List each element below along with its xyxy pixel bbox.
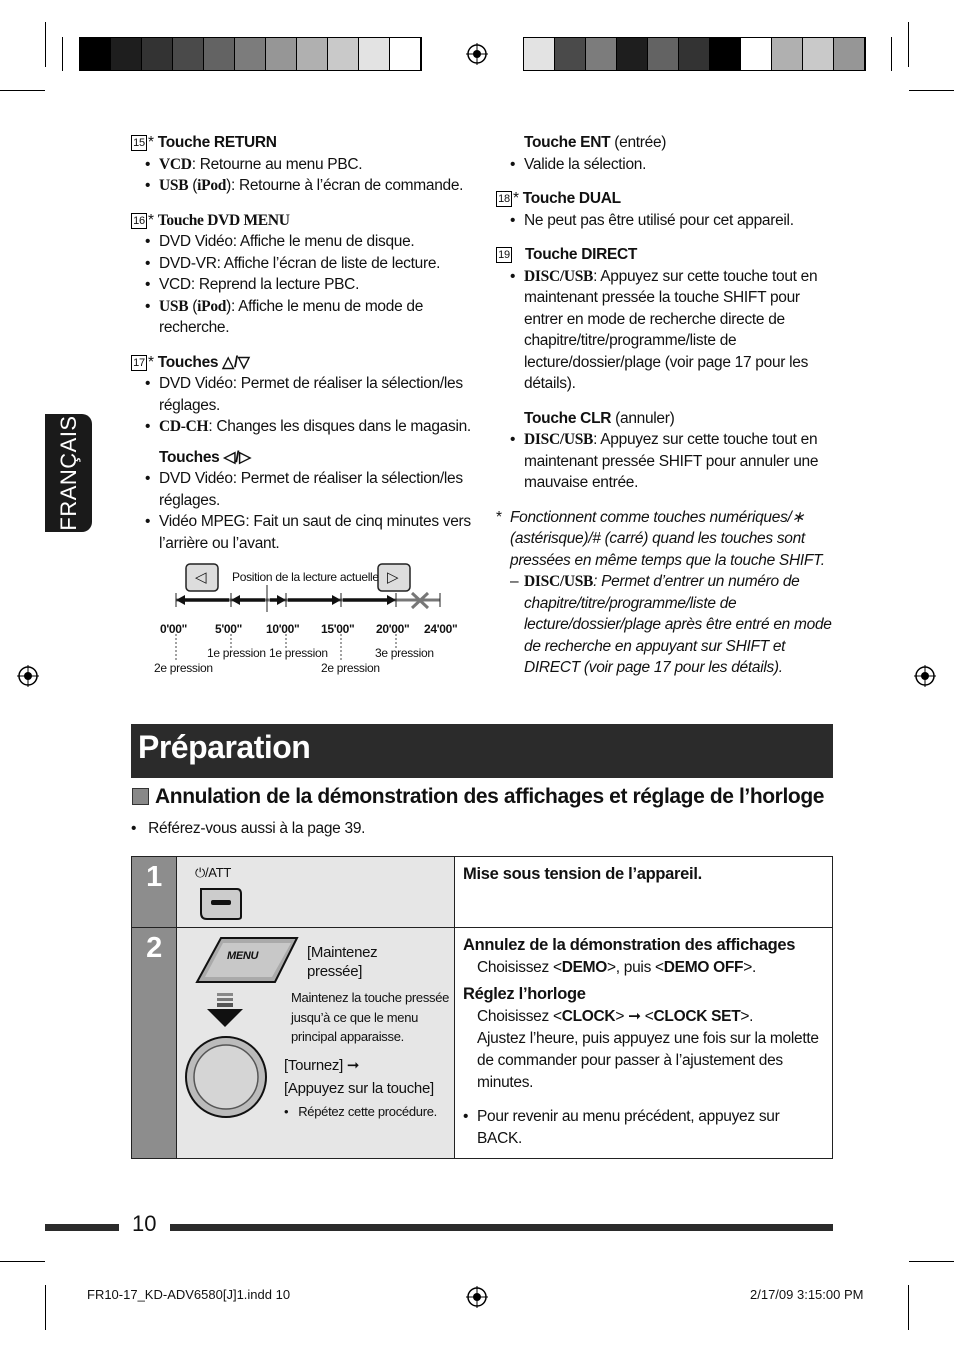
list-item: • Valide la sélection. bbox=[510, 154, 832, 176]
repeat-note: • Répétez cette procédure. bbox=[284, 1104, 437, 1119]
color-swatch bbox=[328, 38, 359, 70]
chapter-title: Préparation bbox=[138, 729, 311, 765]
turn-label: [Tournez] ➞ bbox=[284, 1057, 360, 1074]
color-swatch bbox=[772, 38, 803, 70]
color-bar-right bbox=[523, 37, 866, 71]
list-item: • DVD Vidéo: Permet de réaliser la sélection/les réglages. bbox=[145, 468, 476, 511]
crop-mark bbox=[891, 37, 892, 71]
touches-lr-header: Touches ◁/▷ bbox=[159, 448, 251, 466]
tick-label: 0'00" bbox=[160, 622, 188, 636]
section-title: Annulation de la démonstration des affichages et réglage de l’horloge bbox=[132, 785, 824, 809]
menu-label: MENU bbox=[227, 950, 259, 962]
adjust-instruction: Ajustez l’heure, puis appuyez une fois sur la molette de commander pour passer à l’ajustement des minutes. bbox=[477, 1030, 819, 1091]
registration-mark-icon bbox=[466, 43, 488, 65]
hold-label: [Maintenez pressée] bbox=[307, 944, 378, 980]
press-label: 2e pression bbox=[321, 661, 380, 675]
registration-mark-icon bbox=[466, 1286, 488, 1308]
footer-rule bbox=[45, 1224, 119, 1231]
demo-instruction: Choisissez <DEMO>, puis <DEMO OFF>. bbox=[477, 959, 756, 976]
press-label: 2e pression bbox=[154, 661, 213, 675]
color-swatch bbox=[741, 38, 772, 70]
color-swatch bbox=[524, 38, 555, 70]
timeline-label: Position de la lecture actuelle bbox=[232, 570, 379, 584]
footer-rule bbox=[170, 1224, 833, 1231]
chapter-banner bbox=[131, 724, 833, 778]
color-swatch bbox=[390, 38, 421, 70]
step-heading: Annulez de la démonstration des affichages bbox=[463, 936, 796, 954]
footnote: * Fonctionnent comme touches numériques/∗ (astérisque)/# (carré) quand les touches sont pressées en même temps que la touche SHIFT. – DISC/USB: Permet d’entrer un numéro de chapitre/titre/programme/liste de lecture/dossier/plage après être entré en mode de recherche en appuyant sur SHIFT et DIRECT (voir page 17 pour les détails). bbox=[496, 508, 832, 676]
color-swatch bbox=[204, 38, 235, 70]
tick-label: 20'00" bbox=[376, 622, 410, 636]
control-dial-icon bbox=[183, 1034, 269, 1120]
press-label: [Appuyez sur la touche] bbox=[284, 1080, 434, 1097]
crop-mark bbox=[909, 90, 954, 91]
tick-label: 5'00" bbox=[215, 622, 243, 636]
list-item: • USB (iPod): Retourne à l’écran de commande. bbox=[145, 175, 476, 197]
color-swatch bbox=[297, 38, 328, 70]
press-label: 1e pression bbox=[207, 646, 266, 660]
color-bar-left bbox=[79, 37, 422, 71]
section-19-header: 19 Touche DIRECT bbox=[496, 244, 832, 266]
list-item: • Pour revenir au menu précédent, appuyez sur BACK. bbox=[463, 1108, 780, 1147]
right-column bbox=[496, 132, 832, 679]
step-row bbox=[132, 857, 833, 928]
tick-label: 10'00" bbox=[266, 622, 300, 636]
list-item: • DVD Vidéo: Affiche le menu de disque. bbox=[145, 231, 476, 253]
color-swatch bbox=[266, 38, 297, 70]
left-column bbox=[131, 132, 476, 554]
footer-date: 2/17/09 3:15:00 PM bbox=[750, 1287, 864, 1302]
reference-note: • Référez-vous aussi à la page 39. bbox=[131, 820, 366, 837]
crop-mark bbox=[45, 22, 46, 67]
color-swatch bbox=[679, 38, 710, 70]
forward-button-icon: ▷ bbox=[387, 569, 399, 586]
skip-timeline-diagram bbox=[150, 560, 480, 680]
clr-header: Touche CLR (annuler) bbox=[524, 409, 675, 427]
list-item: • CD-CH: Changes les disques dans le magasin. bbox=[145, 416, 476, 438]
section-15-header: 15 * Touche RETURN bbox=[131, 132, 476, 154]
color-swatch bbox=[834, 38, 865, 70]
hold-note: Maintenez la touche pressée jusqu’à ce que le menu principal apparaisse. bbox=[291, 990, 450, 1044]
power-button-icon bbox=[197, 885, 245, 921]
color-swatch bbox=[173, 38, 204, 70]
color-swatch bbox=[617, 38, 648, 70]
color-swatch bbox=[80, 38, 111, 70]
crop-mark bbox=[45, 1285, 46, 1330]
color-swatch bbox=[235, 38, 266, 70]
list-item: • Vidéo MPEG: Fait un saut de cinq minutes vers l’arrière ou l’avant. bbox=[145, 511, 476, 554]
ent-header: Touche ENT (entrée) bbox=[524, 134, 667, 151]
list-item: • USB (iPod): Affiche le menu de mode de recherche. bbox=[145, 296, 476, 339]
press-label: 3e pression bbox=[375, 646, 434, 660]
back-button-icon: ◁ bbox=[195, 569, 207, 586]
language-side-tab bbox=[45, 414, 92, 532]
registration-mark-icon bbox=[914, 665, 936, 687]
section-16-header: 16 * Touche DVD MENU bbox=[131, 210, 476, 232]
crop-mark bbox=[909, 1261, 954, 1262]
step-illustration bbox=[177, 857, 455, 928]
color-swatch bbox=[586, 38, 617, 70]
down-arrow-icon bbox=[205, 993, 245, 1029]
list-item: • Ne peut pas être utilisé pour cet appareil. bbox=[510, 210, 832, 232]
list-item: • VCD: Reprend la lecture PBC. bbox=[145, 274, 476, 296]
step-heading: Réglez l’horloge bbox=[463, 985, 586, 1003]
crop-mark bbox=[908, 1285, 909, 1330]
color-swatch bbox=[142, 38, 173, 70]
list-item: • DISC/USB: Appuyez sur cette touche tout en maintenant pressée la touche SHIFT pour entrer en mode de recherche directe de chapitre/titre/programme/liste de lecture/dossier/plage (voir page 17 pour les détails). bbox=[510, 266, 832, 395]
list-item: • DVD-VR: Affiche l’écran de liste de lecture. bbox=[145, 253, 476, 275]
color-swatch bbox=[111, 38, 142, 70]
press-label: 1e pression bbox=[269, 646, 328, 660]
section-17-header: 17 * Touches △/▽ bbox=[131, 352, 476, 374]
crop-mark bbox=[0, 90, 45, 91]
steps-table bbox=[131, 856, 833, 1159]
footer-filename: FR10-17_KD-ADV6580[J]1.indd 10 bbox=[87, 1287, 291, 1302]
tick-label: 24'00" bbox=[424, 622, 458, 636]
clock-instruction: Choisissez <CLOCK> ➞ <CLOCK SET>. bbox=[477, 1008, 754, 1025]
page-number: 10 bbox=[132, 1211, 157, 1236]
list-item: • DISC/USB: Appuyez sur cette touche tout en maintenant pressée SHIFT pour annuler une mauvaise entrée. bbox=[510, 429, 832, 494]
step-description: Mise sous tension de l’appareil. bbox=[455, 857, 833, 928]
color-swatch bbox=[803, 38, 834, 70]
crop-mark bbox=[62, 37, 63, 71]
step-number: 2 bbox=[132, 928, 177, 1159]
color-swatch bbox=[359, 38, 390, 70]
section-18-header: 18 * Touche DUAL bbox=[496, 188, 832, 210]
language-label: FRANÇAIS bbox=[55, 415, 81, 531]
crop-mark bbox=[0, 1261, 45, 1262]
step-illustration bbox=[177, 928, 455, 1159]
color-swatch bbox=[555, 38, 586, 70]
step-description bbox=[455, 928, 833, 1159]
color-swatch bbox=[710, 38, 741, 70]
list-item: • DVD Vidéo: Permet de réaliser la sélection/les réglages. bbox=[145, 373, 476, 416]
color-swatch bbox=[648, 38, 679, 70]
registration-mark-icon bbox=[17, 665, 39, 687]
power-att-label: ⏻/ATT bbox=[195, 865, 231, 880]
crop-mark bbox=[908, 22, 909, 67]
tick-label: 15'00" bbox=[321, 622, 355, 636]
list-item: • VCD: Retourne au menu PBC. bbox=[145, 154, 476, 176]
step-row bbox=[132, 928, 833, 1159]
step-number: 1 bbox=[132, 857, 177, 928]
section-marker-icon bbox=[132, 788, 149, 805]
